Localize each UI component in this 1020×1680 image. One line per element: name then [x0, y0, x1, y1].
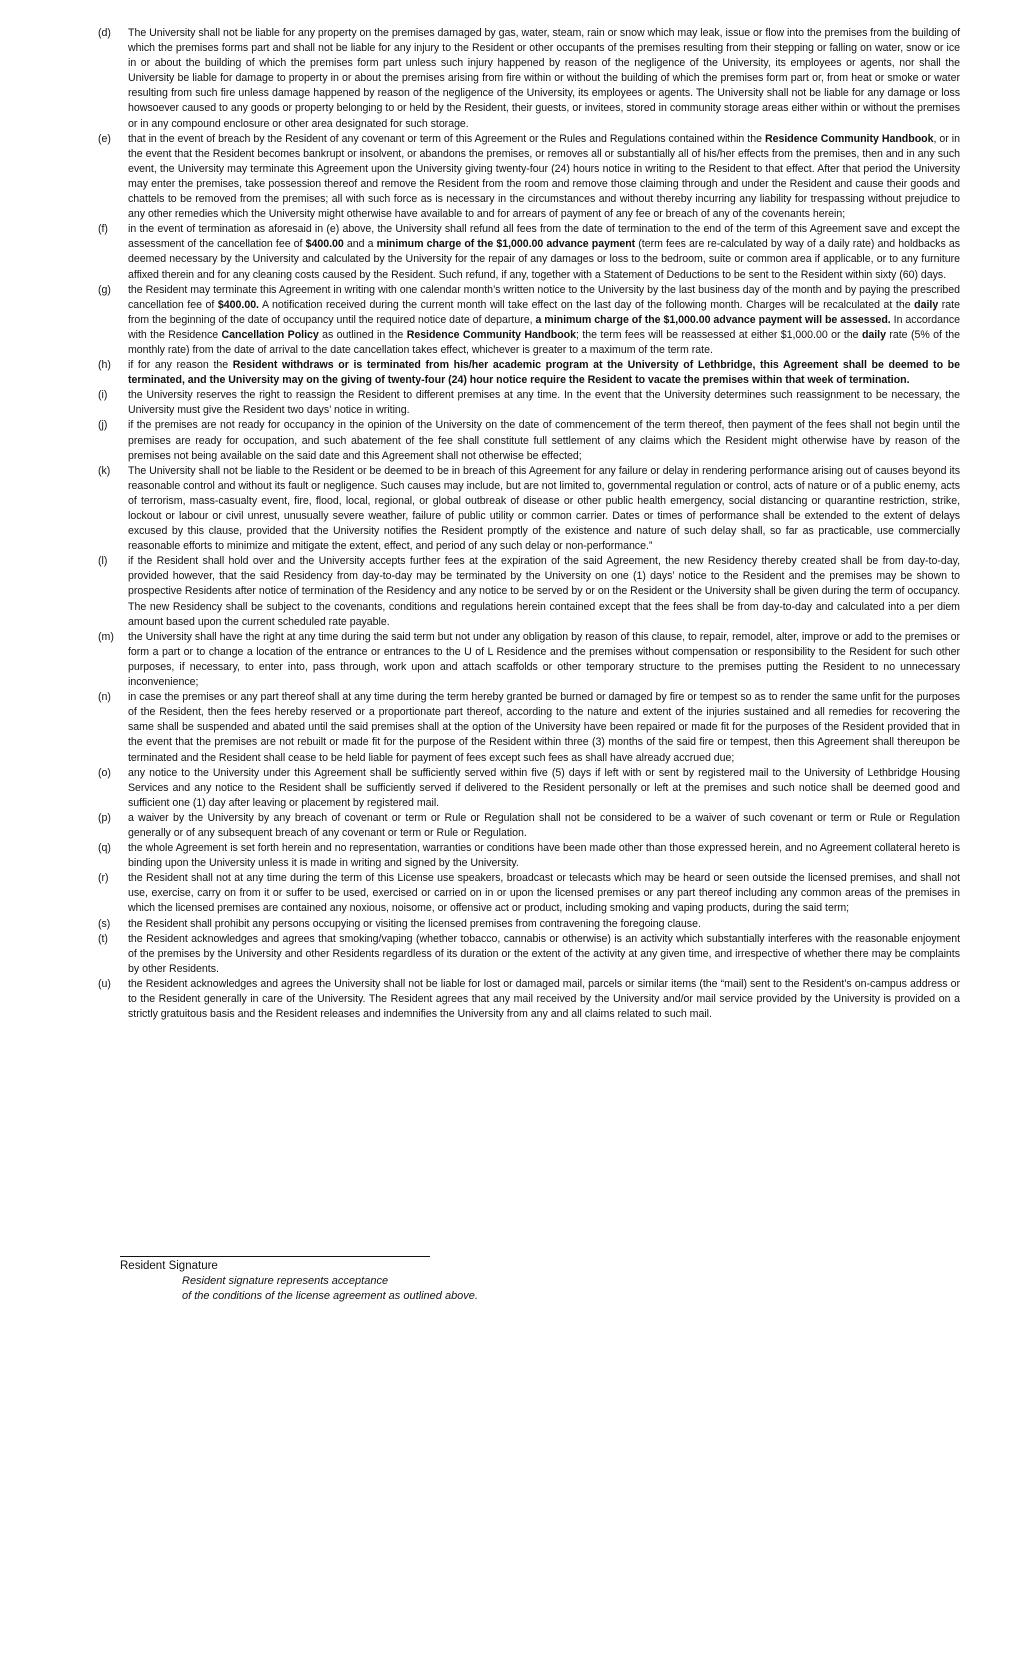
- signature-block: [120, 1256, 620, 1304]
- clause-item: [98, 811, 960, 841]
- clause-text-run: if the premises are not ready for occupancy in the opinion of the University on the date of commencement of the term thereof, then payment of the fees shall not begin until the premises are ready for occupation, and such abatement of the fee shall constitute full settlement of any claims which the Resident might otherwise have by reason of the premises not being available on the said date and this Agreement shall not otherwise be effected;: [128, 419, 960, 462]
- clause-text-run: that in the event of breach by the Resident of any covenant or term of this Agreement or the Rules and Regulations contained within the: [128, 132, 765, 145]
- clause-text-run: a waiver by the University by any breach of covenant or term or Rule or Regulation shall not be considered to be a waiver of such covenant or term or Rule or Regulation generally or of any subsequent breach of any covenant or term or Rule or Regulation.: [128, 811, 960, 839]
- clause-item: [98, 690, 960, 765]
- clause-text: [128, 284, 960, 356]
- signature-note-line-1: Resident signature represents acceptance: [182, 1275, 389, 1287]
- clause-text: [128, 359, 960, 386]
- clause-bold-text: $400.00.: [217, 298, 259, 311]
- clause-item: [98, 871, 960, 916]
- clause-letter: (r): [98, 872, 109, 885]
- clause-item: [98, 26, 960, 132]
- clause-text-run: the Resident acknowledges and agrees the University shall not be liable for lost or damaged mail, parcels or similar items (the “mail) sent to the Resident’s on-campus address or to the Resident generally in care of the University. The Resident agrees that any mail received by the University and/or mail service provided by the University is provided on a strictly gratuitous basis and the Resident releases and indemnifies the University from any and all claims related to such mail.: [128, 977, 960, 1021]
- clause-text: [128, 223, 960, 280]
- clause-text: [128, 767, 960, 809]
- clause-text: [128, 465, 960, 552]
- signature-label: Resident Signature: [120, 1260, 218, 1272]
- clause-bold-text: Residence Community Handbook: [764, 132, 934, 145]
- clause-item: [98, 418, 960, 463]
- clause-item: [98, 222, 960, 282]
- clause-letter: (j): [98, 419, 108, 432]
- clause-text: [128, 842, 960, 869]
- clause-text-run: rate from the beginning of the date of occupancy until the required notice date of departure,: [128, 298, 960, 326]
- clause-text-run: the University reserves the right to reassign the Resident to different premises at any time. In the event that the University determines such reassignment to be necessary, the University must give the Resident two days’ notice in writing.: [128, 389, 960, 417]
- clause-item: [98, 132, 960, 223]
- clause-text-run: the Resident may terminate this Agreement in writing with one calendar month’s written notice to the University by the last business day of the month and by paying the prescribed cancellation fee of: [128, 283, 960, 311]
- clause-letter: (d): [98, 27, 111, 39]
- clause-text-run: The University shall not be liable for any property on the premises damaged by gas, water, steam, rain or snow which may leak, issue or flow into the premises from the building of which the premises forms part and shall not be liable for any injury to the Resident or other occupants of the premises resulting from their stepping or falling on water, snow or ice in or about the building of which the premises form part unless such injury happened by reason of the negligence of the University, its employees or agents, nor shall the University be liable for damage to property in or about the premises arising from fire within or without the building of which the premises form part or, from heat or smoke or water resulting from such fire unless damage happened by reason of the negligence of the University, its employees or agents. The University shall not be liable for any damage or loss howsoever caused to any goods or property belonging to or held by the Resident, their guests, or invitees, stored in community storage areas either within or without the premises or in any compound enclosure or other area designated for such storage.: [128, 27, 960, 130]
- clause-letter: (o): [98, 766, 111, 779]
- clause-bold-text: a minimum charge of the $1,000.00 advance payment will be assessed.: [535, 313, 891, 326]
- clause-letter: (e): [98, 132, 111, 145]
- clause-letter: (i): [98, 389, 108, 402]
- clause-text-run: in case the premises or any part thereof shall at any time during the term hereby granted be burned or damaged by fire or tempest so as to render the same unfit for the purposes of the Resident, then the fees hereby reserved or a proportionate part thereof, according to the nature and extent of the injuries sustained and all remedies for recovering the same shall be suspended and abated until the said premises shall at the option of the University have been repaired or made fit for the purposes of the Resident provided that in the event that the premises are not rebuilt or made fit for the purpose of the Resident within three (3) months of the said fire or tempest, then this Agreement shall thereupon be terminated and the Resident shall cease to be held liable for payment of fees except such fees as shall have already accrued due;: [128, 691, 960, 764]
- clause-item: [98, 554, 960, 629]
- clause-letter: (p): [98, 811, 111, 824]
- clause-bold-text: Cancellation Policy: [221, 328, 319, 341]
- clause-text-run: the Resident shall prohibit any persons occupying or visiting the licensed premises from contravening the foregoing clause.: [128, 917, 701, 930]
- clause-text-run: rate (5% of the monthly rate) from the date of arrival to the date cancellation takes effect, whichever is greater to a maximum of the term rate.: [128, 328, 960, 356]
- clause-item: [98, 977, 960, 1022]
- clause-text-run: the Resident acknowledges and agrees that smoking/vaping (whether tobacco, cannabis or otherwise) is an activity which substantially interferes with the reasonable enjoyment of the premises by the University and other Residents regardless of its duration or the extent of the activity at any given time, and irrespective of whether there may be complaints by other Residents.: [128, 932, 960, 975]
- clause-bold-text: minimum charge of the $1,000.00 advance payment: [376, 238, 636, 251]
- clause-text-run: if for any reason the: [128, 359, 233, 372]
- clause-text-run: In accordance with the Residence: [128, 313, 960, 341]
- clause-text: [128, 691, 960, 763]
- clause-letter: (u): [98, 977, 111, 990]
- clause-bold-text: $400.00: [305, 238, 344, 251]
- clause-text: [128, 933, 960, 975]
- signature-note-line-2: of the conditions of the license agreement as outlined above.: [182, 1290, 478, 1302]
- clause-item: [98, 917, 960, 932]
- clause-text: [128, 918, 701, 930]
- clause-letter: (f): [98, 223, 108, 236]
- clause-letter: (g): [98, 283, 111, 296]
- clause-item: [98, 932, 960, 977]
- clause-letter: (t): [98, 932, 108, 945]
- clause-text-run: The University shall not be liable to the Resident or be deemed to be in breach of this Agreement for any failure or delay in rendering performance arising out of causes beyond its reasonable control and without its fault or negligence. Such causes may include, but are not limited to, governmental regulation or control, acts of nature or of a public enemy, acts of terrorism, mass-casualty event, fire, flood, local, regional, or global outbreak of disease or other public health emergency, social distancing or quarantine restriction, strike, lockout or labour or civil unrest, unusually severe weather, failure of public utility or common carrier. Dates or times of performance shall be extended to the extent of delays excused by this clause, provided that the University notifies the Resident promptly of the existence and nature of such delay shall, so far as practicable, use commercially reasonable efforts to minimize and mitigate the extent, effect, and period of any such delay or non-performance.”: [128, 464, 960, 553]
- clause-letter: (m): [98, 630, 114, 643]
- clause-text: [128, 389, 960, 416]
- clause-text-run: the Resident shall not at any time during the term of this License use speakers, broadcast or telecasts which may be heard or seen outside the licensed premises, and shall not use, exercise, carry on from it or suffer to be used, exercised or carried on in or upon the licensed premises or any part thereof including any common areas of the premises in which the licensed premises are contained any noxious, noisome, or offensive act or product, including smoking and vaping products, during the said term;: [128, 872, 960, 915]
- clause-text: [128, 419, 960, 461]
- clause-text-run: ; the term fees will be reassessed at either $1,000.00 or the: [576, 328, 862, 341]
- clause-letter: (k): [98, 464, 111, 477]
- clause-text-run: in the event of termination as aforesaid in (e) above, the University shall refund all fees from the date of termination to the end of the term of this Agreement save and except the assessment of the cancellation fee of: [128, 223, 960, 251]
- clause-text-run: the University shall have the right at any time during the said term but not under any obligation by reason of this clause, to repair, remodel, alter, improve or add to the premises or form a part or to change a location of the entrance or entrances to the U of L Residence and the premises without compensation or responsibility to the Resident for such other purposes, if necessary, to enter into, pass through, work upon and attach scaffolds or other temporary structure to the premises putting the Resident to no unnecessary inconvenience;: [128, 630, 960, 689]
- clause-bold-text: daily: [861, 328, 886, 341]
- clause-letter: (s): [98, 917, 111, 930]
- clause-item: [98, 388, 960, 418]
- clause-bold-text: Residence Community Handbook: [406, 328, 577, 341]
- clause-text-run: and a: [343, 238, 377, 251]
- clause-text-run: (term fees are re-calculated by way of a daily rate) and holdbacks as deemed necessary by the University and calculated by the University for the repair of any damages or loss to the bedroom, suite or common area if applicable, or to any furniture affixed therein and for any cleaning costs caused by the Resident. Such refund, if any, together with a Statement of Deductions to be sent to the Resident within sixty (60) days.: [128, 238, 960, 281]
- clause-item: [98, 766, 960, 811]
- clause-text-run: , or in the event that the Resident becomes bankrupt or insolvent, or abandons the premises, or removes all or substantially all of his/her effects from the premises, then and in any such event, the University may terminate this Agreement upon the University giving twenty-four (24) hours notice in writing to the Resident to that effect. After that period the University may enter the premises, take possession thereof and remove the Resident from the room and remove those claiming through and under the Resident and cause their goods and chattels to be removed from the premises; all with such force as is necessary in the circumstances and without thereby incurring any liability for trespassing without prejudice to any other remedies which the University might otherwise have available to and for arrears of payment of any fee or breach of any of the covenants herein;: [128, 132, 960, 221]
- clause-text: [128, 872, 960, 914]
- clause-item: [98, 841, 960, 871]
- clause-text-run: if the Resident shall hold over and the University accepts further fees at the expiration of the said Agreement, the new Residency thereby created shall be from day-to-day, provided however, that the said Residency from day-to-day may be terminated by the University on one (1) days’ notice to the Resident and the premises may be shown to prospective Residents after notice of termination of the Residency and any notice to be served by or on the Resident or the University shall be given during the term of occupancy. The new Residency shall be subject to the covenants, conditions and regulations herein contained except that the fees shall be from day-to-day and calculated into a per diem amount based upon the current scheduled rate payable.: [128, 555, 960, 628]
- agreement-clause-list: [98, 26, 960, 1022]
- clause-letter: (l): [98, 555, 108, 568]
- clause-text-run: the whole Agreement is set forth herein and no representation, warranties or conditions have been made other than those expressed herein, and no Agreement collateral hereto is binding upon the University unless it is made in writing and signed by the University.: [128, 842, 960, 870]
- clause-text: [128, 631, 960, 688]
- clause-text: [128, 812, 960, 839]
- clause-text: [128, 27, 960, 130]
- signature-line[interactable]: [120, 1256, 430, 1257]
- clause-item: [98, 283, 960, 358]
- clause-text: [128, 555, 960, 627]
- clause-text: [128, 133, 960, 220]
- clause-letter: (h): [98, 359, 111, 372]
- clause-text-run: A notification received during the current month will take effect on the last day of the following month. Charges will be recalculated at the: [258, 298, 915, 311]
- clause-item: [98, 630, 960, 690]
- clause-text: [128, 978, 960, 1020]
- clause-letter: (n): [98, 691, 111, 704]
- clause-item: [98, 464, 960, 555]
- clause-text-run: any notice to the University under this Agreement shall be sufficiently served within five (5) days if left with or sent by registered mail to the University of Lethbridge Housing Services and any notice to the Resident shall be sufficiently served if delivered to the Resident personally or left at the premises and such notice shall be deemed good and sufficient one (1) day after leaving or placement by registered mail.: [128, 766, 960, 809]
- clause-bold-text: Resident withdraws or is terminated from his/her academic program at the University of Lethbridge, this Agreement shall be deemed to be terminated, and the University may on the giving of twenty-four (24) hour notice require the Resident to vacate the premises within that week of termination.: [128, 359, 960, 387]
- clause-letter: (q): [98, 842, 111, 855]
- clause-text-run: as outlined in the: [318, 328, 407, 341]
- clause-item: [98, 358, 960, 388]
- clause-bold-text: daily: [914, 298, 939, 311]
